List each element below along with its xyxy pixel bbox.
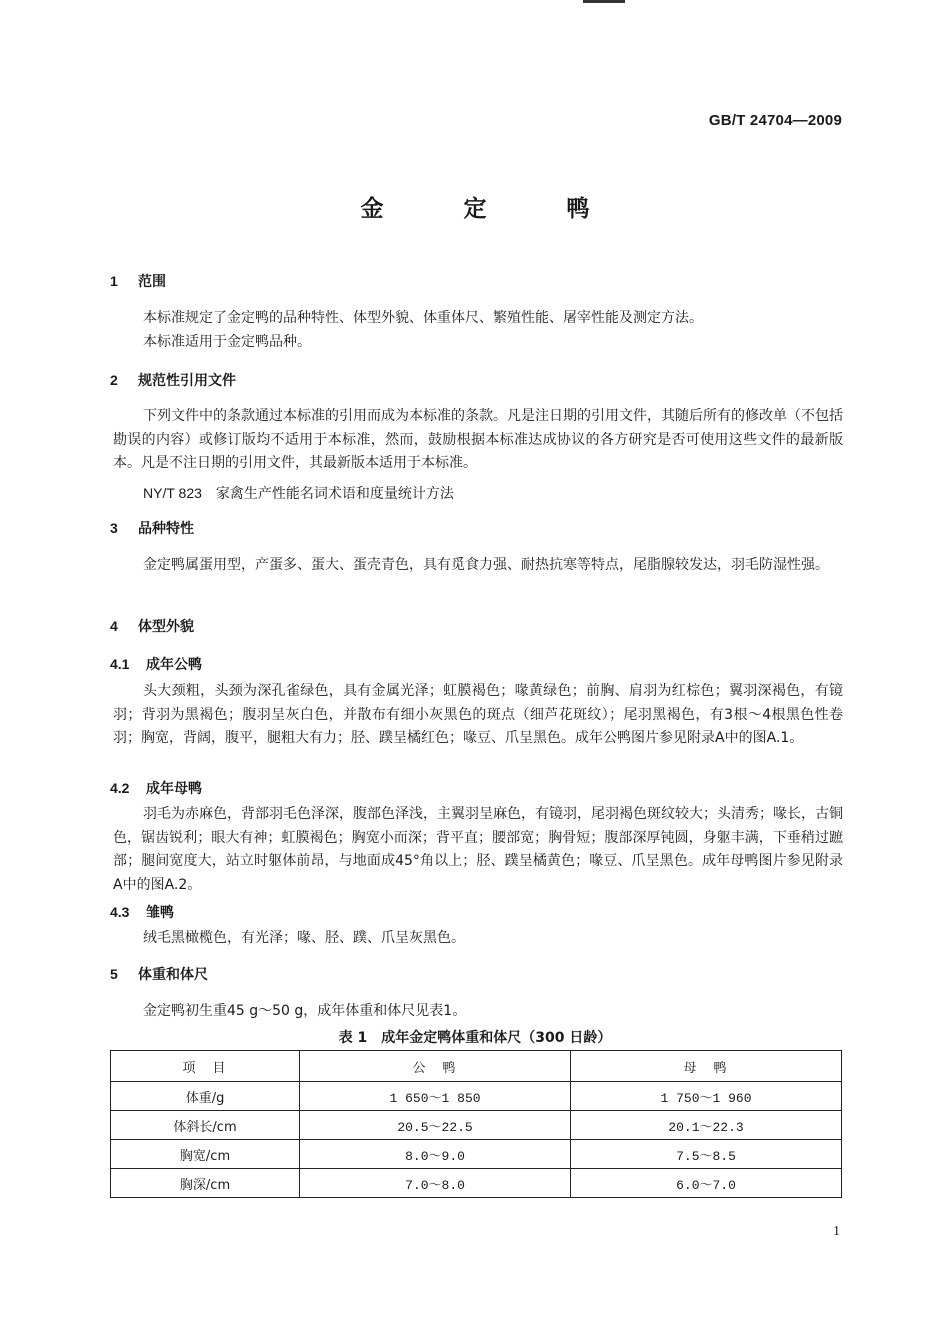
section-title: 品种特性 (138, 521, 194, 537)
section-3-para: 金定鸭属蛋用型，产蛋多、蛋大、蛋壳青色，具有觅食力强、耐热抗寒等特点，尾脂腺较发达，羽毛防湿性强。 (143, 557, 829, 573)
document-title: 金 定 鸭 (360, 196, 626, 222)
section-number: 4 (110, 618, 118, 634)
female-value: 6.0～7.0 (571, 1169, 842, 1198)
section-3-heading (110, 518, 194, 538)
page-number: 1 (833, 1224, 840, 1239)
section-4-1-heading (110, 654, 202, 674)
table-header-row (111, 1051, 842, 1082)
top-edge-mark (583, 0, 625, 3)
table-row (111, 1140, 842, 1169)
section-1-para-1: 本标准规定了金定鸭的品种特性、体型外貌、体重体尺、繁殖性能、屠宰性能及测定方法。 (143, 310, 703, 326)
table-row (111, 1111, 842, 1140)
section-title: 范围 (138, 274, 166, 290)
female-value: 20.1～22.3 (571, 1111, 842, 1140)
section-number: 4.2 (110, 780, 130, 796)
section-4-3-para: 绒毛黑橄榄色，有光泽；喙、胫、蹼、爪呈灰黑色。 (143, 930, 465, 946)
male-value: 20.5～22.5 (300, 1111, 571, 1140)
section-number: 2 (110, 372, 118, 388)
section-5-para: 金定鸭初生重45 g～50 g，成年体重和体尺见表1。 (143, 1003, 467, 1019)
section-title: 规范性引用文件 (138, 373, 236, 389)
column-header-item: 项 目 (111, 1051, 300, 1082)
column-header-male: 公 鸭 (300, 1051, 571, 1082)
row-label: 胸宽/cm (111, 1140, 300, 1169)
normative-reference (143, 483, 454, 503)
table-row (111, 1082, 842, 1111)
section-4-2-heading (110, 778, 202, 798)
reference-code: NY/T 823 (143, 485, 202, 501)
section-title: 雏鸭 (146, 905, 174, 921)
reference-title: 家禽生产性能名词术语和度量统计方法 (215, 486, 454, 502)
section-title: 体型外貌 (138, 619, 194, 635)
section-number: 3 (110, 520, 118, 536)
section-4-heading (110, 616, 194, 636)
section-number: 4.3 (110, 904, 130, 920)
section-1-heading (110, 271, 166, 291)
section-2-heading (110, 370, 236, 390)
male-value: 8.0～9.0 (300, 1140, 571, 1169)
row-label: 体重/g (111, 1082, 300, 1111)
section-4-2-para: 羽毛为赤麻色，背部羽毛色泽深，腹部色泽浅，主翼羽呈麻色，有镜羽，尾羽褐色斑纹较大；头清秀；喙长，古铜色，锯齿锐利；眼大有神；虹膜褐色；胸宽小而深；背平直；腰部宽；胸骨短；腹部深厚钝圆，身躯丰满，下垂稍过蹠部；腿间宽度大，站立时躯体前昂，与地面成45°角以上；胫、蹼呈橘黄色；喙豆、爪呈黑色。成年母鸭图片参见附录A中的图A.2。 (113, 806, 843, 893)
section-2-para: 下列文件中的条款通过本标准的引用而成为本标准的条款。凡是注日期的引用文件，其随后所有的修改单（不包括勘误的内容）或修订版均不适用于本标准，然而，鼓励根据本标准达成协议的各方研究是否可使用这些文件的最新版本。凡是不注日期的引用文件，其最新版本适用于本标准。 (113, 408, 843, 472)
section-5-heading (110, 964, 208, 984)
male-value: 1 650～1 850 (300, 1082, 571, 1111)
section-title: 体重和体尺 (138, 967, 208, 983)
table-row (111, 1169, 842, 1198)
section-number: 5 (110, 966, 118, 982)
female-value: 1 750～1 960 (571, 1082, 842, 1111)
row-label: 体斜长/cm (111, 1111, 300, 1140)
row-label: 胸深/cm (111, 1169, 300, 1198)
female-value: 7.5～8.5 (571, 1140, 842, 1169)
section-number: 1 (110, 273, 118, 289)
standard-code: GB/T 24704—2009 (708, 112, 842, 129)
male-value: 7.0～8.0 (300, 1169, 571, 1198)
section-1-para-2: 本标准适用于金定鸭品种。 (143, 334, 311, 350)
column-header-female: 母 鸭 (571, 1051, 842, 1082)
table-caption: 表 1 成年金定鸭体重和体尺（300 日龄） (338, 1030, 612, 1046)
section-4-3-heading (110, 902, 174, 922)
section-title: 成年公鸭 (146, 657, 202, 673)
body-measurement-table (110, 1050, 842, 1198)
section-4-1-para: 头大颈粗，头颈为深孔雀绿色，具有金属光泽；虹膜褐色；喙黄绿色；前胸、肩羽为红棕色；翼羽深褐色，有镜羽；背羽为黑褐色；腹羽呈灰白色，并散布有细小灰黑色的斑点（细芦花斑纹）；尾羽黑褐色，有3根～4根黑色性卷羽；胸宽，背阔，腹平，腿粗大有力；胫、蹼呈橘红色；喙豆、爪呈黑色。成年公鸭图片参见附录A中的图A.1。 (113, 683, 843, 747)
section-number: 4.1 (110, 656, 130, 672)
section-title: 成年母鸭 (146, 781, 202, 797)
